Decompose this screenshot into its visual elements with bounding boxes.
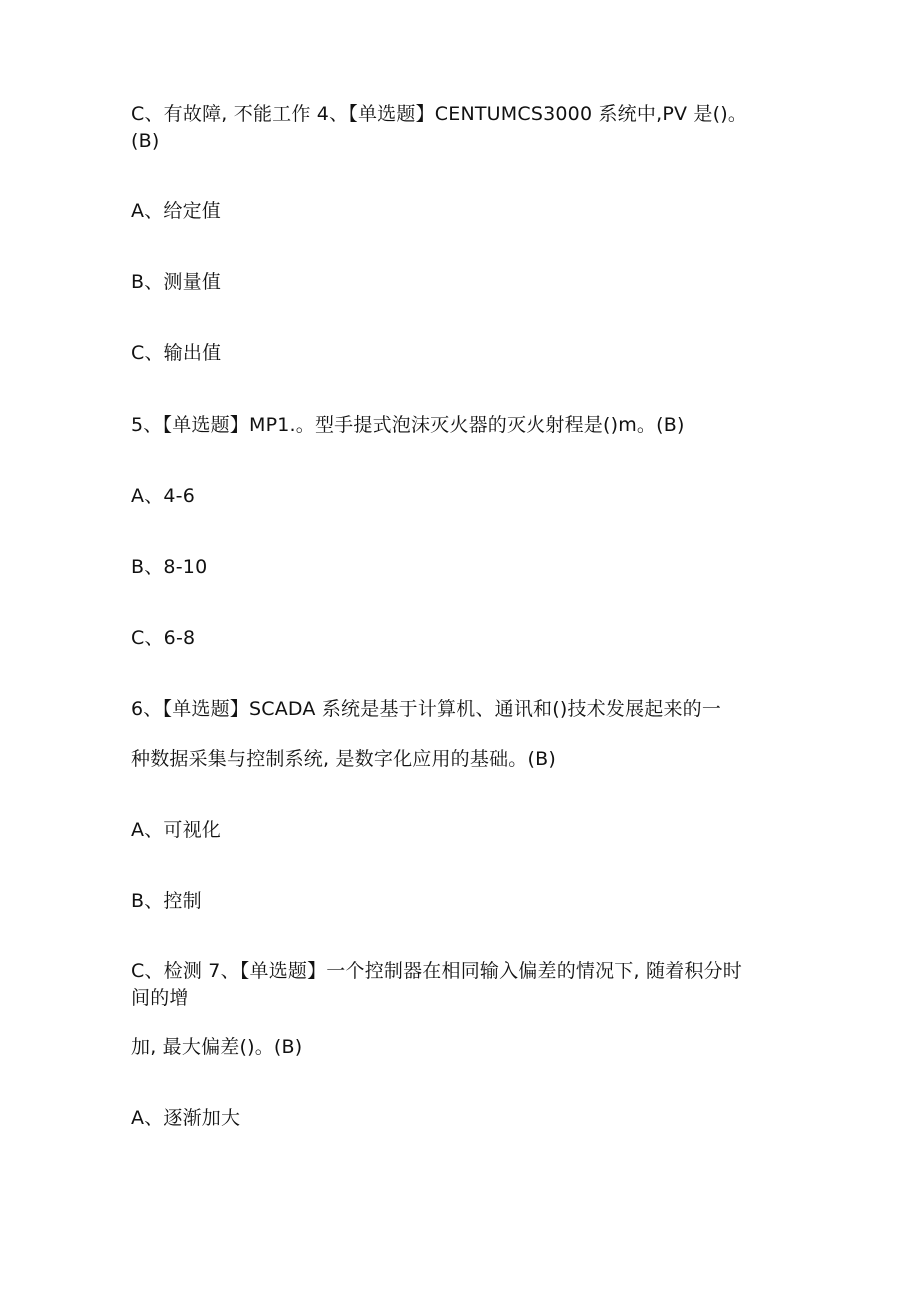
q4-answer-line: (B) bbox=[131, 130, 160, 152]
q6-stem-line-2: 种数据采集与控制系统, 是数字化应用的基础。(B) bbox=[131, 748, 556, 770]
q4-option-c: C、输出值 bbox=[131, 342, 222, 364]
q5-option-b: B、8-10 bbox=[131, 556, 208, 578]
q4-option-a: A、给定值 bbox=[131, 200, 221, 222]
q7-stem-line-1: C、检测 7、【单选题】一个控制器在相同输入偏差的情况下, 随着积分时 bbox=[131, 960, 742, 982]
q7-stem-line-3: 加, 最大偏差()。(B) bbox=[131, 1036, 303, 1058]
q5-option-c: C、6-8 bbox=[131, 627, 196, 649]
q7-option-a: A、逐渐加大 bbox=[131, 1107, 241, 1129]
q5-stem: 5、【单选题】MP1.。型手提式泡沫灭火器的灭火射程是()m。(B) bbox=[131, 414, 685, 436]
q6-stem-line-1: 6、【单选题】SCADA 系统是基于计算机、通讯和()技术发展起来的一 bbox=[131, 698, 722, 720]
q5-option-a: A、4-6 bbox=[131, 485, 196, 507]
q6-option-a: A、可视化 bbox=[131, 819, 221, 841]
q7-stem-line-2: 间的增 bbox=[131, 987, 189, 1009]
q4-option-b: B、测量值 bbox=[131, 271, 222, 293]
q4-stem-line-1: C、有故障, 不能工作 4、【单选题】CENTUMCS3000 系统中,PV 是()。 bbox=[131, 103, 748, 125]
q6-option-b: B、控制 bbox=[131, 890, 202, 912]
